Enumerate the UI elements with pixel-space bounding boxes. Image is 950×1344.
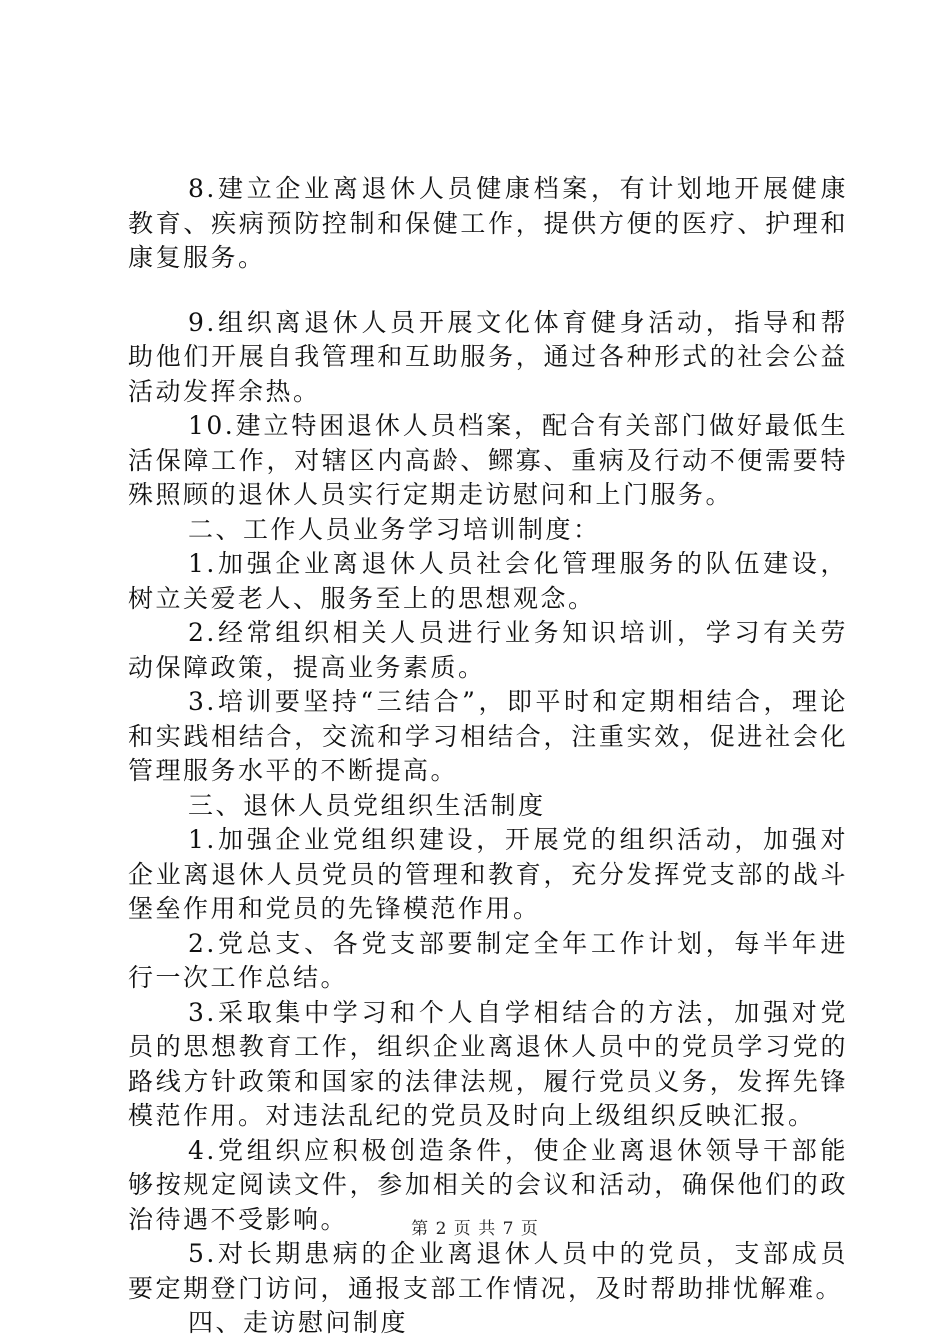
paragraph-party-2: 2.党总支、各党支部要制定全年工作计划，每半年进行一次工作总结。	[128, 928, 848, 992]
paragraph-item-9: 9.组织离退休人员开展文化体育健身活动，指导和帮助他们开展自我管理和互助服务，通过各种形式的社会公益活动发挥余热。	[128, 307, 848, 406]
paragraph-training-1: 1.加强企业离退休人员社会化管理服务的队伍建设，树立关爱老人、服务至上的思想观念。	[128, 549, 848, 613]
paragraph-training-2: 2.经常组织相关人员进行业务知识培训，学习有关劳动保障政策，提高业务素质。	[128, 618, 848, 682]
paragraph-item-10: 10.建立特困退休人员档案，配合有关部门做好最低生活保障工作，对辖区内高龄、鳏寡、重病及行动不便需要特殊照顾的退休人员实行定期走访慰问和上门服务。	[128, 411, 848, 509]
document-body	[128, 172, 848, 1341]
paragraph-party-3: 3.采取集中学习和个人自学相结合的方法，加强对党员的思想教育工作，组织企业离退休人员中的党员学习党的路线方针政策和国家的法律法规，履行党员义务，发挥先锋模范作用。对违法乱纪的党员及时向上级组织反映汇报。	[128, 997, 848, 1130]
section-heading-party-life: 三、退休人员党组织生活制度	[188, 790, 546, 820]
paragraph-item-8: 8.建立企业离退休人员健康档案，有计划地开展健康教育、疾病预防控制和保健工作，提供方便的医疗、护理和康复服务。	[128, 174, 848, 272]
page-number-footer: 第 2 页 共 7 页	[411, 1219, 539, 1239]
paragraph-party-5: 5.对长期患病的企业离退休人员中的党员，支部成员要定期登门访问，通报支部工作情况，及时帮助排忧解难。	[128, 1239, 848, 1303]
section-heading-visits: 四、走访慰问制度	[188, 1308, 409, 1337]
paragraph-party-4: 4.党组织应积极创造条件，使企业离退休领导干部能够按规定阅读文件，参加相关的会议和活动，确保他们的政治待遇不受影响。	[128, 1135, 848, 1234]
paragraph-party-1: 1.加强企业党组织建设，开展党的组织活动，加强对企业离退休人员党员的管理和教育，充分发挥党支部的战斗堡垒作用和党员的先锋模范作用。	[128, 825, 848, 923]
section-heading-training: 二、工作人员业务学习培训制度：	[188, 514, 601, 544]
paragraph-training-3: 3.培训要坚持“三结合”，即平时和定期相结合，理论和实践相结合，交流和学习相结合，注重实效，促进社会化管理服务水平的不断提高。	[128, 687, 848, 785]
